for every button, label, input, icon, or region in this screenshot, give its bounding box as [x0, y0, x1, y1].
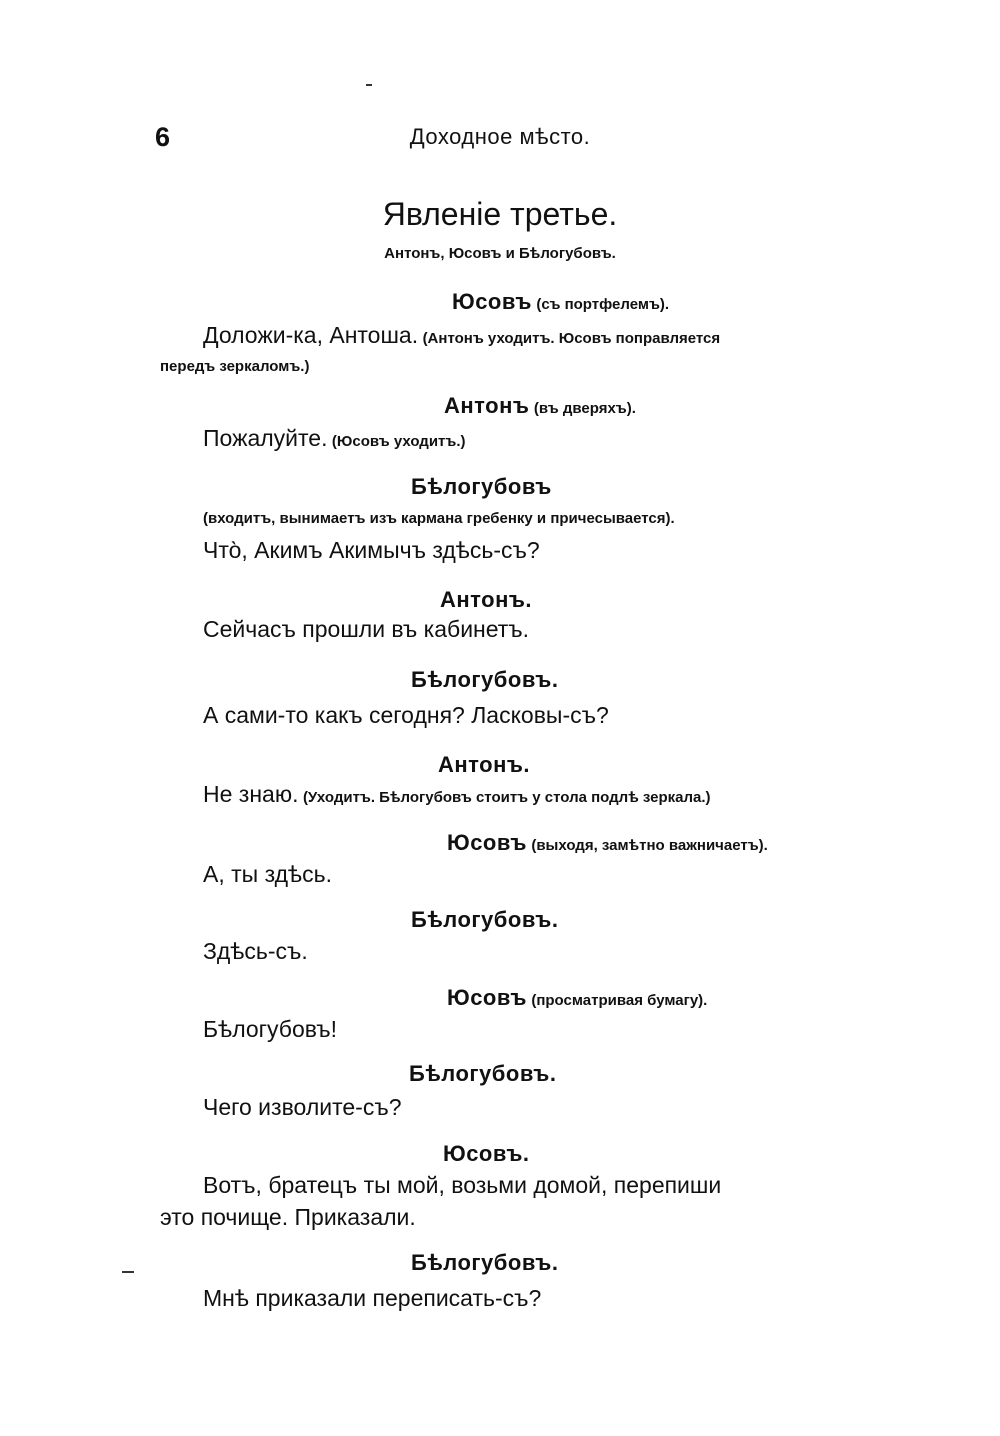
- stage-direction: (Юсовъ уходитъ.): [331, 433, 466, 450]
- spoken-text: Пожалуйте.: [203, 425, 328, 451]
- print-speck: [366, 84, 372, 86]
- dialogue-line: [203, 322, 720, 349]
- speaker-heading: [444, 393, 636, 419]
- stage-direction: (входитъ, вынимаетъ изъ кармана гребенку и причесывается).: [203, 510, 675, 527]
- speaker-name: Антонъ.: [438, 752, 531, 777]
- speaker-name: Бѣлогубовъ.: [411, 1250, 559, 1275]
- spoken-text: Чего изволите-съ?: [203, 1094, 402, 1120]
- speaker-name: Юсовъ: [452, 289, 532, 314]
- speaker-name: Антонъ.: [440, 587, 533, 612]
- speaker-name: Антонъ: [444, 393, 530, 418]
- speaker-name: Юсовъ: [447, 830, 527, 855]
- speaker-name: Бѣлогубовъ: [411, 474, 552, 499]
- speaker-heading: [447, 985, 707, 1011]
- stage-direction: (съ портфелемъ).: [536, 296, 670, 313]
- speaker-name: Бѣлогубовъ.: [411, 667, 559, 692]
- running-title: Доходное мѣсто.: [409, 124, 591, 149]
- dialogue-line: [203, 425, 466, 452]
- speaker-name: Бѣлогубовъ.: [411, 907, 559, 932]
- speaker-heading: [452, 289, 669, 315]
- spoken-text: Доложи-ка, Антоша.: [203, 322, 419, 348]
- dialogue-line: [203, 781, 711, 808]
- speaker-name: Бѣлогубовъ.: [409, 1061, 557, 1086]
- stage-direction: (просматривая бумагу).: [531, 992, 708, 1009]
- spoken-text-cont: это почище. Приказали.: [160, 1204, 416, 1230]
- speaker-name: Юсовъ: [447, 985, 527, 1010]
- page-number: 6: [155, 122, 171, 152]
- spoken-text: Что̀, Акимъ Акимычъ здѣсь-съ?: [203, 537, 540, 563]
- stage-direction: (въ дверяхъ).: [533, 400, 636, 417]
- speaker-heading: [447, 830, 768, 856]
- spoken-text: Здѣсь-съ.: [203, 938, 308, 964]
- spoken-text: Не знаю.: [203, 781, 299, 807]
- stage-direction-cont: передъ зеркаломъ.): [160, 358, 310, 375]
- stage-direction: (выходя, замѣтно важничаетъ).: [531, 837, 768, 854]
- stage-direction: (Антонъ уходитъ. Юсовъ поправляется: [422, 330, 721, 347]
- print-speck: [122, 1271, 134, 1273]
- spoken-text: Бѣлогубовъ!: [203, 1016, 337, 1042]
- spoken-text: Сейчасъ прошли въ кабинетъ.: [203, 616, 530, 642]
- spoken-text: А, ты здѣсь.: [203, 861, 333, 887]
- scene-cast: Антонъ, Юсовъ и Бѣлогубовъ.: [384, 245, 616, 262]
- spoken-text: А сами-то какъ сегодня? Ласковы-съ?: [203, 702, 609, 728]
- spoken-text: Вотъ, братецъ ты мой, возьми домой, перепиши: [203, 1172, 722, 1198]
- stage-direction: (Уходитъ. Бѣлогубовъ стоитъ у стола подлѣ зеркала.): [302, 789, 711, 806]
- speaker-name: Юсовъ.: [443, 1141, 530, 1166]
- scene-title: Явленіе третье.: [382, 196, 618, 232]
- spoken-text: Мнѣ приказали переписать-съ?: [203, 1285, 542, 1311]
